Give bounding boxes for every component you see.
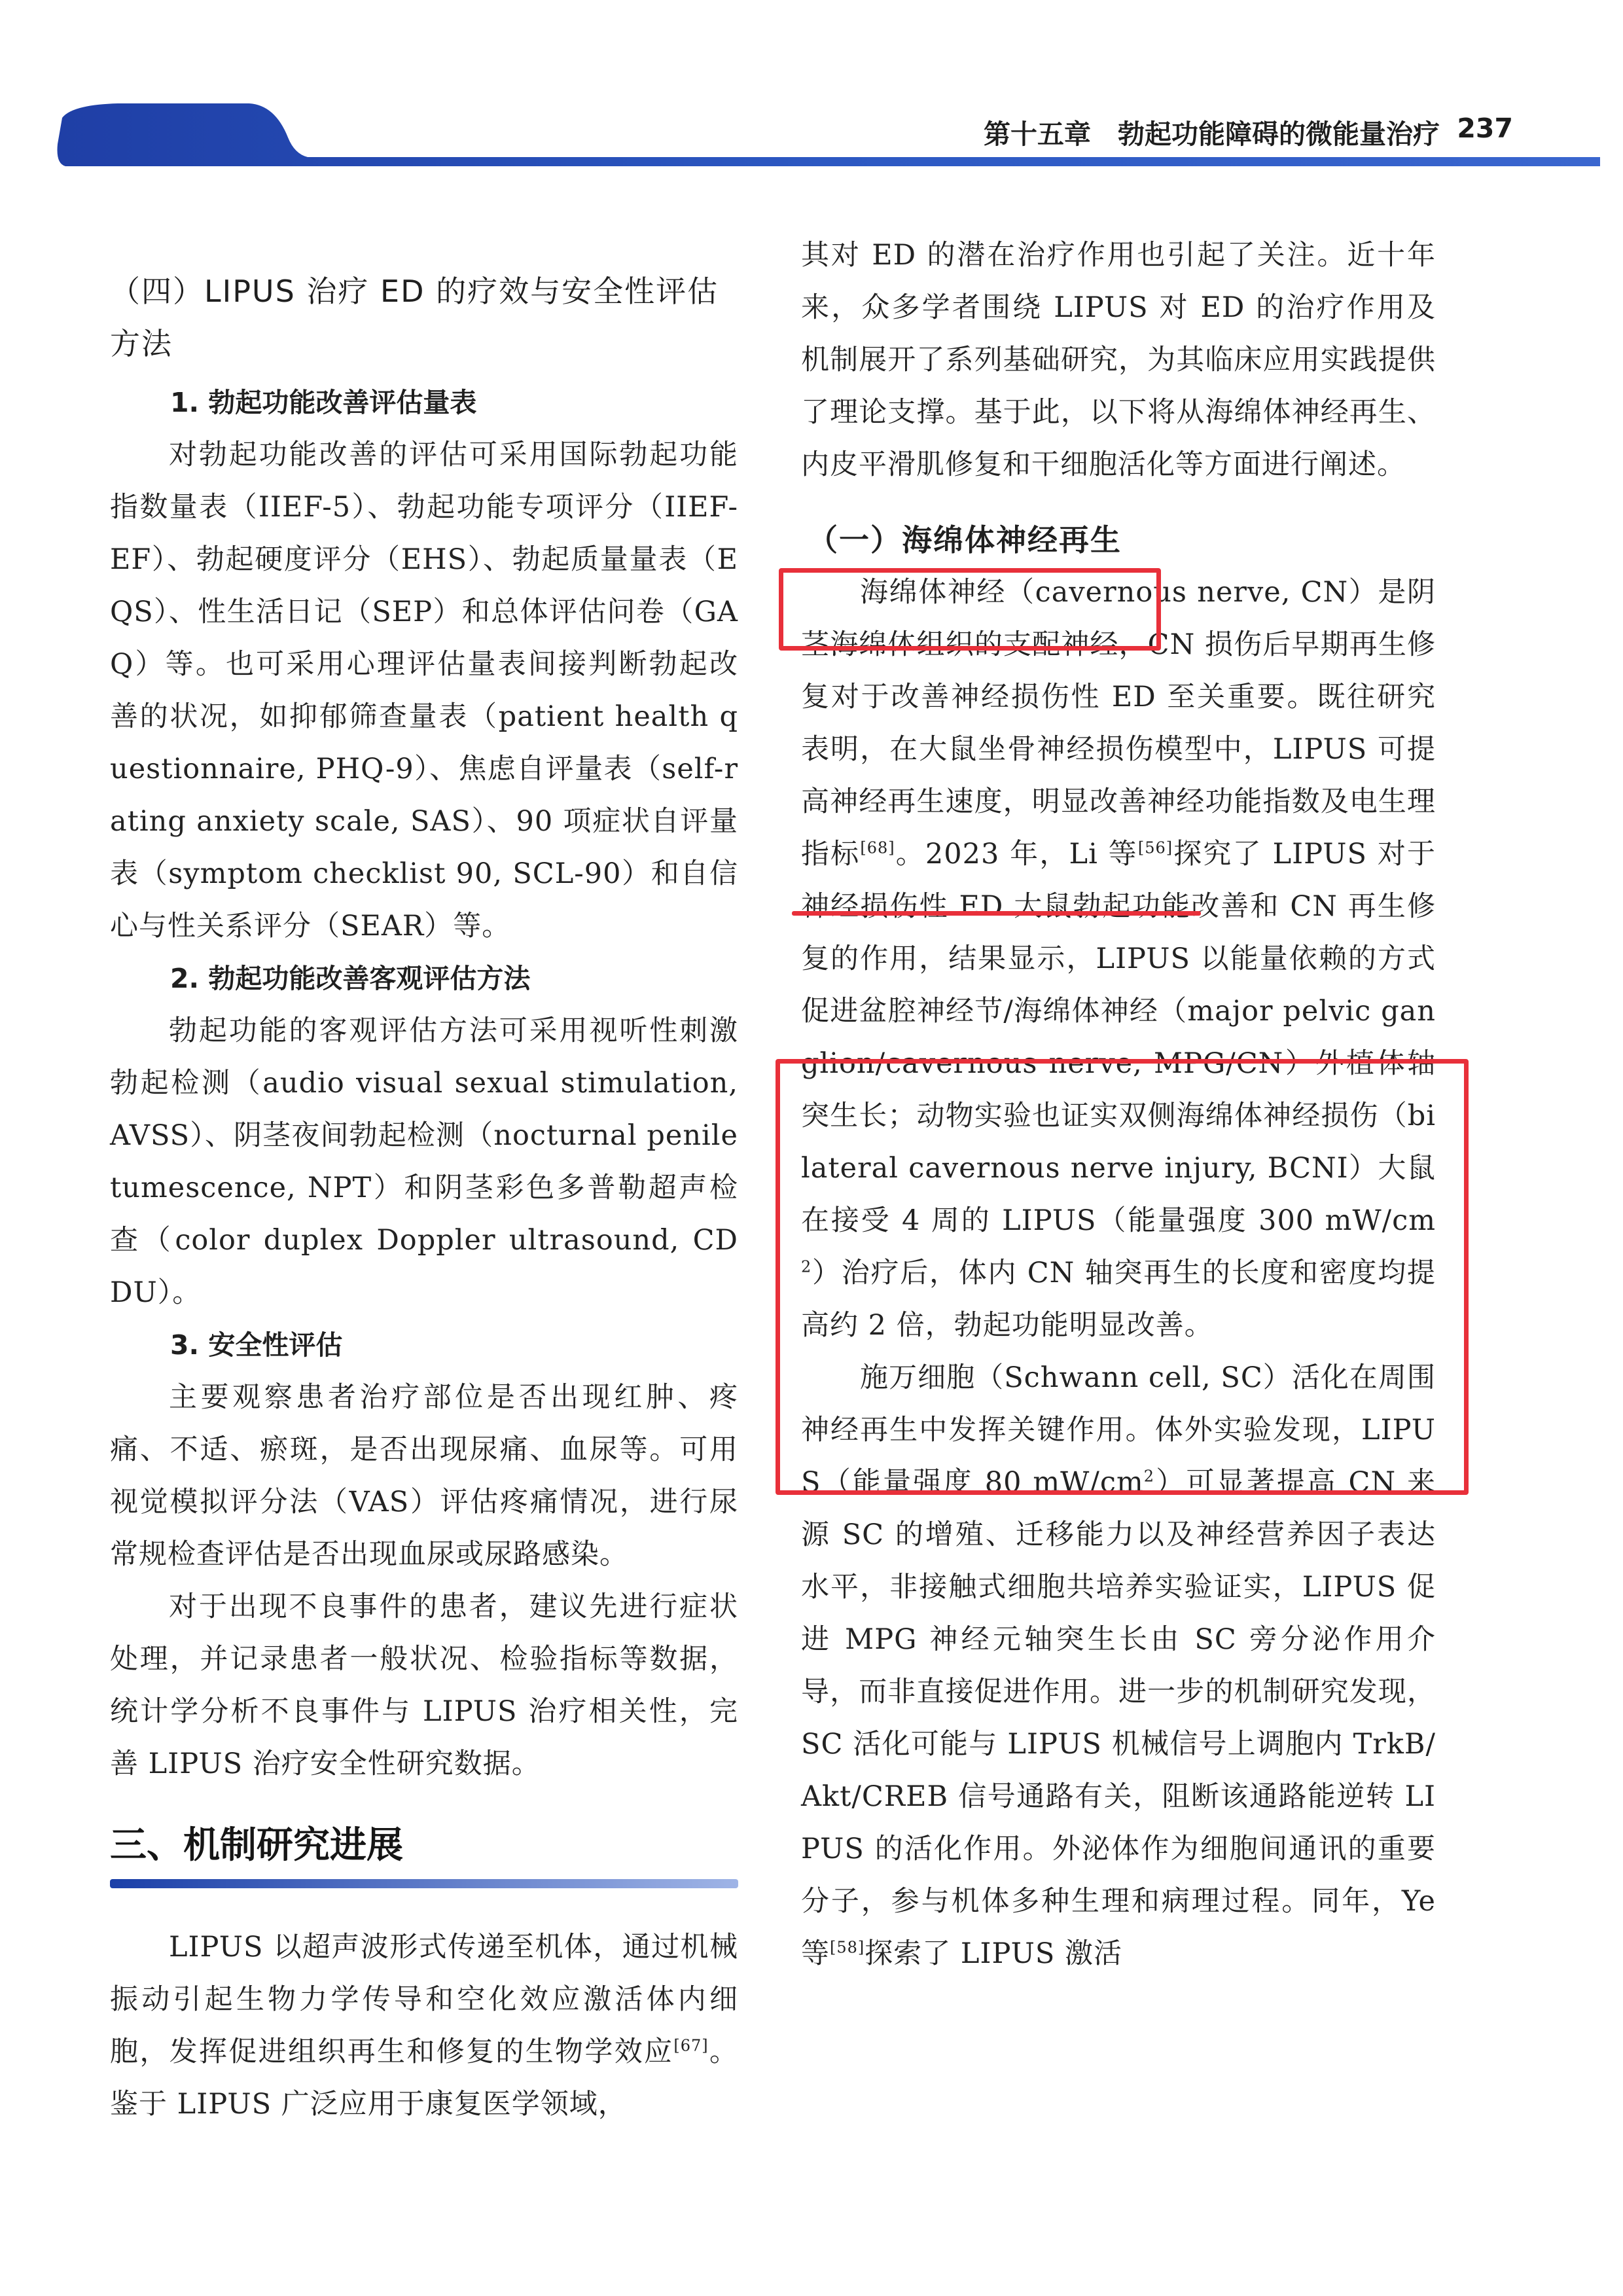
chapter-title-underline <box>110 1879 738 1888</box>
subsection-3-paragraph-2: 对于出现不良事件的患者，建议先进行症状处理，并记录患者一般状况、检验指标等数据，统计学分析不良事件与 LIPUS 治疗相关性，完善 LIPUS 治疗安全性研究数据。 <box>110 1590 738 1780</box>
p2-text-c: 探索了 LIPUS 激活 <box>865 1937 1123 1970</box>
subsection-2-title: 2. 勃起功能改善客观评估方法 <box>170 963 531 994</box>
superscript-2: 2 <box>801 1257 812 1276</box>
finding-underline <box>792 911 1201 916</box>
p1-text-c: ，明显改善神经功能指数及电生理指标 <box>801 785 1436 870</box>
section-one-title: （一）海绵体神经再生 <box>808 522 1122 558</box>
boxed-finding-b: ）治疗后，体内 CN 轴突再生的长度和密度均提高约 2 倍，勃起功能明显改善。 <box>801 1257 1436 1342</box>
subsection-1-paragraph: 对勃起功能改善的评估可采用国际勃起功能指数量表（IIEF-5）、勃起功能专项评分（IIEF-EF）、勃起硬度评分（EHS）、勃起质量量表（EQS）、性生活日记（SEP）和总体评估问卷（GAQ）等。也可采用心理评估量表间接判断勃起改善的状况，如抑郁筛查量表（patient health questionnaire, PHQ-9）、焦虑自评量表（self-rating anxiety scale, SAS）、90 项症状自评量表（symptom checklist 90, SCL-90）和自信心与性关系评分（SEAR）等。 <box>110 439 738 942</box>
p1-text-d: 。2023 年，Li 等 <box>895 838 1138 870</box>
section-four-title: （四）LIPUS 治疗 ED 的疗效与安全性评估方法 <box>110 274 719 361</box>
continued-paragraph: 其对 ED 的潜在治疗作用也引起了关注。近十年来，众多学者围绕 LIPUS 对 ED 的治疗作用及机制展开了系列基础研究，为其临床应用实践提供了理论支撑。基于此，以下将从海绵体神经再生、内皮平滑肌修复和干细胞活化等方面进行阐述。 <box>801 239 1436 481</box>
subsection-3-paragraph-1: 主要观察患者治疗部位是否出现红肿、疼痛、不适、瘀斑，是否出现尿痛、血尿等。可用视觉模拟评分法（VAS）评估疼痛情况，进行尿常规检查评估是否出现血尿或尿路感染。 <box>110 1381 738 1571</box>
p1-text-e: 探究了 LIPUS 对于神经损伤性 ED 大鼠勃起功能改善和 CN 再生修复的作用，结果显示， <box>801 838 1436 975</box>
reference-68: [68] <box>860 838 895 857</box>
ch3-text-a: LIPUS 以超声波形式传递至机体，通过机械振动引起生物力学传导和空化效应激活体内细胞，发挥促进组织再生和修复的生物学效应 <box>110 1931 738 2068</box>
reference-56: [56] <box>1137 838 1173 857</box>
p2-text-b: ）可显著提高 CN 来源 SC 的增殖、迁移能力以及神经营养因子表达水平，非接触式细胞共培养实验证实，LIPUS 促进 MPG 神经元轴突生长由 SC 旁分泌作用介导，而非直接促进作用。进一步的机制研究发现，SC 活化可能与 LIPUS 机械信号上调胞内 TrkB/Akt/CREB 信号通路有关，阻断该通路能逆转 LIPUS 的活化作用。外泌体作为细胞间通讯的重要分子，参与机体多种生理和病理过程。同年，Ye 等 <box>801 1466 1436 1970</box>
subsection-1-title: 1. 勃起功能改善评估量表 <box>170 387 477 418</box>
p2-text-a: 施万细胞（Schwann cell, SC）活化在周围神经再生中发挥关键作用。体外实验发现，LIPUS（能量强度 80 mW/cm <box>801 1361 1436 1499</box>
subsection-2-paragraph: 勃起功能的客观评估方法可采用视听性刺激勃起检测（audio visual sexual stimulation, AVSS）、阴茎夜间勃起检测（nocturnal penile tumescence, NPT）和阴茎彩色多普勒超声检查（color duplex Doppler ultrasound, CDDU）。 <box>110 1014 738 1309</box>
chapter-three-paragraph <box>110 1921 738 2130</box>
ch3-text-b: 。鉴于 LIPUS 广泛应用于康复医学领域， <box>110 2036 739 2121</box>
page-number: 237 <box>1457 113 1513 144</box>
p2-superscript-2: 2 <box>1143 1467 1154 1486</box>
section-title-highlight-box <box>779 568 1161 651</box>
finding-highlight-box <box>776 1059 1469 1495</box>
chapter-header-title: 第十五章 勃起功能障碍的微能量治疗 <box>984 118 1440 150</box>
p1-text-a: 海绵体神经（cavernous nerve, CN）是阴茎海绵体组织的支配神经，CN 损伤后早期再生修复对于改善神经损伤性 ED 至关重要。既往研究表明，在大鼠坐骨神经损伤模型中， <box>801 576 1436 766</box>
underlined-finding: LIPUS 可提高神经再生速度 <box>801 733 1436 818</box>
subsection-3-title: 3. 安全性评估 <box>170 1329 343 1361</box>
boxed-finding-a: LIPUS 以能量依赖的方式促进盆腔神经节/海绵体神经（major pelvic ganglion/cavernous nerve, MPG/CN）外植体轴突生长；动物实验也证实双侧海绵体神经损伤（bilateral cavernous nerve injury, BCNI）大鼠在接受 4 周的 LIPUS（能量强度 300 mW/cm <box>801 942 1436 1237</box>
left-column <box>110 229 738 2130</box>
reference-58: [58] <box>830 1938 865 1957</box>
reference-67: [67] <box>673 2036 709 2055</box>
chapter-three-title: 三、机制研究进展 <box>110 1824 403 1867</box>
